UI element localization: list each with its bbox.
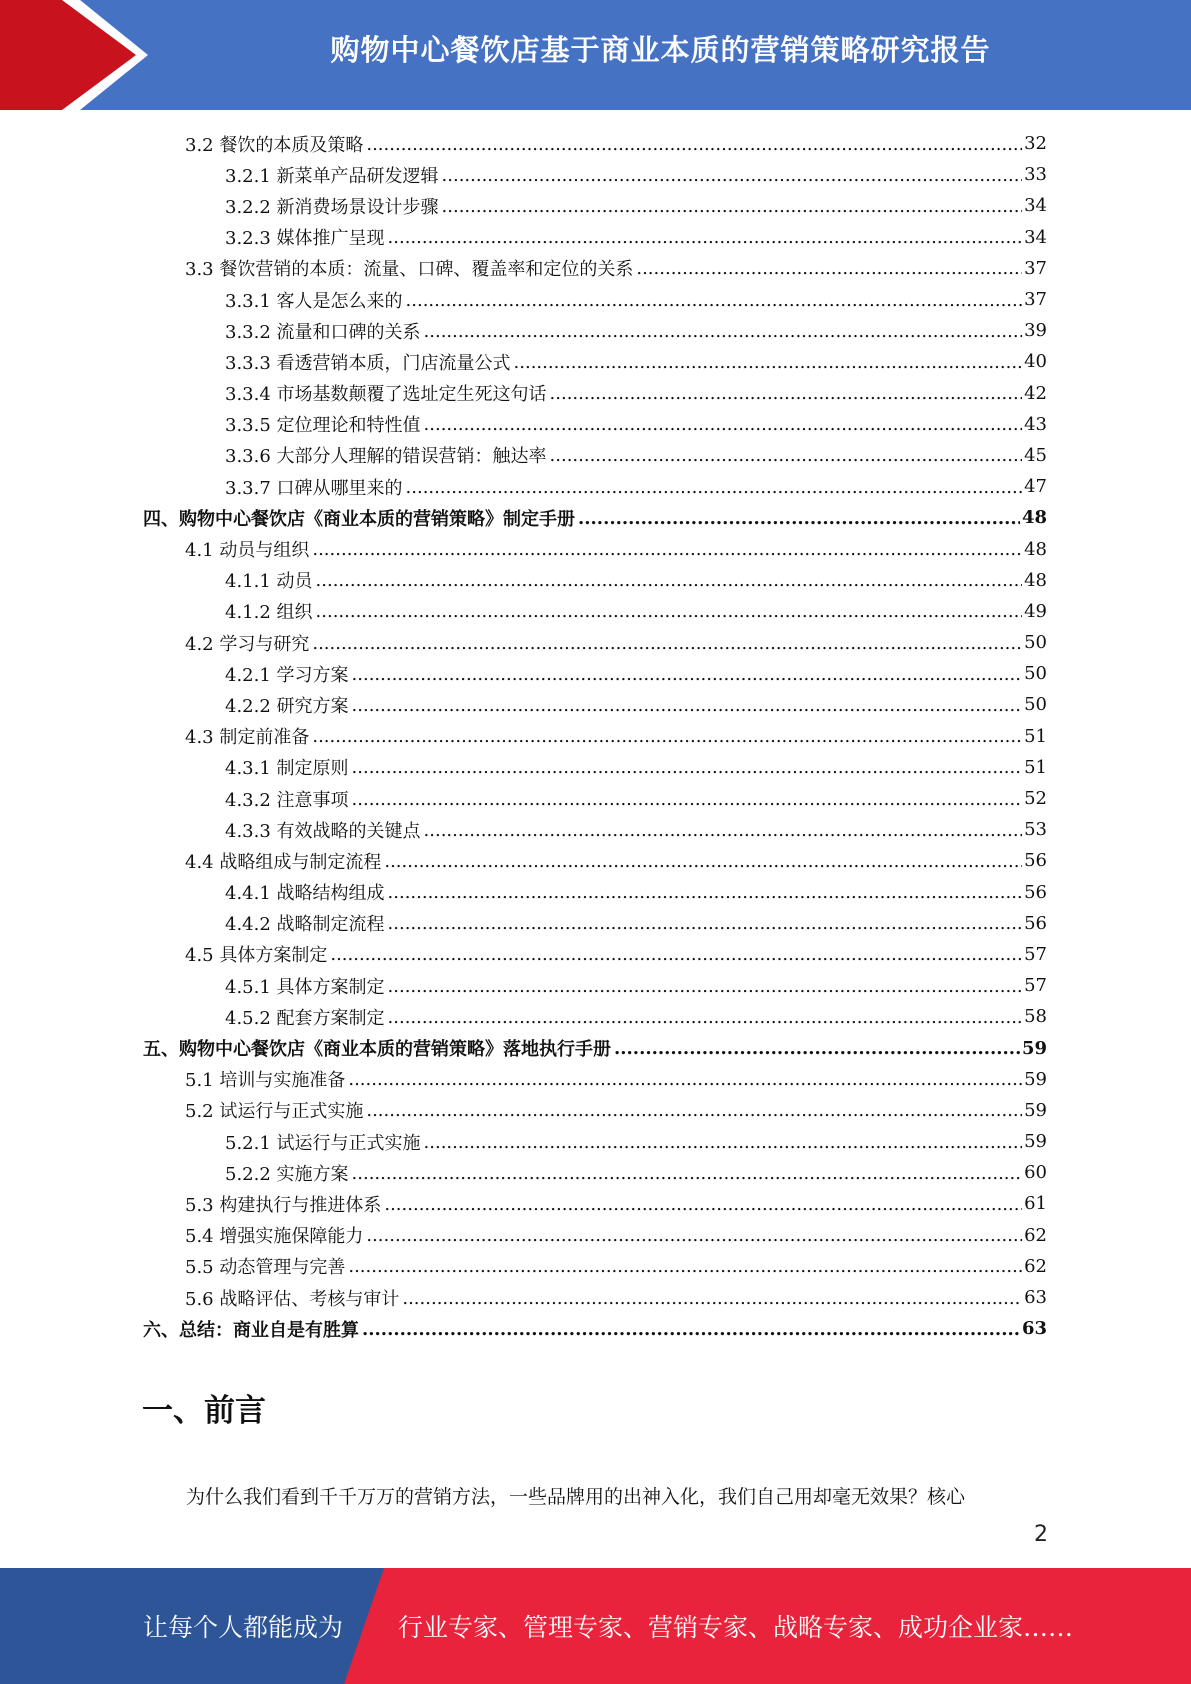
toc-entry-label: 3.3.2 流量和口碑的关系 xyxy=(225,318,424,344)
toc-entry-label: 4.1.2 组织 xyxy=(225,598,316,624)
toc-dot-leader xyxy=(636,257,1022,279)
toc-dot-leader xyxy=(352,788,1023,810)
toc-entry-label: 4.4 战略组成与制定流程 xyxy=(185,848,384,874)
toc-dot-leader xyxy=(366,133,1022,155)
toc-entry[interactable] xyxy=(143,908,1047,939)
toc-entry-page: 59 xyxy=(1024,1068,1047,1090)
toc-entry[interactable] xyxy=(143,128,1047,159)
toc-entry-label: 5.2.2 实施方案 xyxy=(225,1160,352,1186)
toc-entry[interactable] xyxy=(143,565,1047,596)
toc-entry[interactable] xyxy=(143,222,1047,253)
toc-dot-leader xyxy=(424,1131,1023,1153)
toc-entry[interactable] xyxy=(143,689,1047,720)
toc-entry-page: 37 xyxy=(1024,257,1047,279)
toc-entry-label: 3.3 餐饮营销的本质：流量、口碑、覆盖率和定位的关系 xyxy=(185,255,636,281)
toc-entry[interactable] xyxy=(143,627,1047,658)
toc-entry-page: 58 xyxy=(1024,1006,1047,1028)
toc-entry-page: 48 xyxy=(1024,538,1047,560)
toc-dot-leader xyxy=(352,694,1023,716)
toc-entry-label: 4.2 学习与研究 xyxy=(185,630,312,656)
toc-entry[interactable] xyxy=(143,1282,1047,1313)
toc-entry-label: 4.2.2 研究方案 xyxy=(225,692,352,718)
toc-entry-label: 4.3 制定前准备 xyxy=(185,723,312,749)
toc-entry-page: 59 xyxy=(1021,1037,1047,1059)
toc-entry-page: 40 xyxy=(1024,351,1047,373)
toc-dot-leader xyxy=(388,912,1023,934)
toc-entry-label: 4.4.1 战略结构组成 xyxy=(225,879,388,905)
toc-entry-label: 四、购物中心餐饮店《商业本质的营销策略》制定手册 xyxy=(143,505,578,531)
toc-entry[interactable] xyxy=(143,939,1047,970)
toc-entry[interactable] xyxy=(143,970,1047,1001)
toc-entry-label: 3.3.4 市场基数颠覆了选址定生死这句话 xyxy=(225,380,550,406)
toc-dot-leader xyxy=(388,975,1023,997)
table-of-contents xyxy=(143,128,1047,1344)
toc-entry[interactable] xyxy=(143,1220,1047,1251)
toc-entry-page: 62 xyxy=(1024,1255,1047,1277)
toc-entry-page: 57 xyxy=(1024,943,1047,965)
toc-entry[interactable] xyxy=(143,284,1047,315)
toc-dot-leader xyxy=(424,819,1023,841)
toc-entry[interactable] xyxy=(143,378,1047,409)
toc-entry[interactable] xyxy=(143,783,1047,814)
toc-dot-leader xyxy=(316,569,1023,591)
toc-entry[interactable] xyxy=(143,1157,1047,1188)
toc-dot-leader xyxy=(578,507,1020,529)
toc-entry-label: 3.3.5 定位理论和特性值 xyxy=(225,411,424,437)
toc-dot-leader xyxy=(330,943,1022,965)
footer-slogan-left: 让每个人都能成为 xyxy=(143,1613,344,1642)
toc-entry-label: 4.1 动员与组织 xyxy=(185,536,312,562)
toc-entry-label: 3.2 餐饮的本质及策略 xyxy=(185,131,366,157)
page-number: 2 xyxy=(1034,1522,1048,1547)
toc-entry[interactable] xyxy=(143,845,1047,876)
toc-dot-leader xyxy=(352,663,1023,685)
toc-dot-leader xyxy=(362,1318,1020,1340)
toc-entry[interactable] xyxy=(143,253,1047,284)
toc-entry-page: 56 xyxy=(1024,912,1047,934)
toc-entry[interactable] xyxy=(143,877,1047,908)
toc-entry[interactable] xyxy=(143,190,1047,221)
toc-dot-leader xyxy=(366,1099,1022,1121)
toc-entry[interactable] xyxy=(143,159,1047,190)
toc-dot-leader xyxy=(514,351,1023,373)
toc-entry-page: 39 xyxy=(1024,320,1047,342)
toc-entry-label: 4.2.1 学习方案 xyxy=(225,661,352,687)
toc-dot-leader xyxy=(312,538,1022,560)
toc-entry-page: 53 xyxy=(1024,819,1047,841)
footer-banner xyxy=(0,1568,1191,1684)
toc-dot-leader xyxy=(424,320,1023,342)
toc-dot-leader xyxy=(352,1162,1023,1184)
toc-entry-page: 34 xyxy=(1024,195,1047,217)
toc-entry-page: 60 xyxy=(1024,1162,1047,1184)
toc-dot-leader xyxy=(424,413,1023,435)
toc-entry-label: 3.2.1 新菜单产品研发逻辑 xyxy=(225,162,442,188)
toc-entry-label: 3.2.3 媒体推广呈现 xyxy=(225,224,388,250)
toc-entry-label: 4.3.3 有效战略的关键点 xyxy=(225,817,424,843)
toc-entry-label: 六、总结：商业自是有胜算 xyxy=(143,1316,362,1342)
toc-entry-page: 63 xyxy=(1021,1318,1047,1340)
toc-entry[interactable] xyxy=(143,471,1047,502)
toc-entry[interactable] xyxy=(143,596,1047,627)
toc-dot-leader xyxy=(406,476,1023,498)
toc-entry[interactable] xyxy=(143,1251,1047,1282)
toc-dot-leader xyxy=(406,289,1023,311)
toc-entry-page: 59 xyxy=(1024,1099,1047,1121)
toc-entry-label: 3.2.2 新消费场景设计步骤 xyxy=(225,193,442,219)
toc-dot-leader xyxy=(366,1224,1022,1246)
toc-entry[interactable] xyxy=(143,502,1047,533)
toc-dot-leader xyxy=(388,881,1023,903)
toc-entry[interactable] xyxy=(143,1126,1047,1157)
toc-entry[interactable] xyxy=(143,814,1047,845)
toc-entry-label: 5.4 增强实施保障能力 xyxy=(185,1222,366,1248)
toc-entry-label: 3.3.1 客人是怎么来的 xyxy=(225,287,406,313)
toc-dot-leader xyxy=(388,1006,1023,1028)
toc-entry[interactable] xyxy=(143,409,1047,440)
toc-dot-leader xyxy=(388,226,1023,248)
toc-entry-page: 61 xyxy=(1024,1193,1047,1215)
toc-entry[interactable] xyxy=(143,1188,1047,1219)
toc-dot-leader xyxy=(348,1068,1022,1090)
toc-entry[interactable] xyxy=(143,1001,1047,1032)
toc-entry-page: 32 xyxy=(1024,133,1047,155)
toc-dot-leader xyxy=(312,632,1022,654)
toc-entry-page: 63 xyxy=(1024,1287,1047,1309)
toc-entry-label: 5.1 培训与实施准备 xyxy=(185,1066,348,1092)
toc-entry-page: 59 xyxy=(1024,1131,1047,1153)
toc-entry[interactable] xyxy=(143,658,1047,689)
toc-entry-page: 48 xyxy=(1021,507,1047,529)
toc-entry-label: 4.5.1 具体方案制定 xyxy=(225,973,388,999)
toc-entry[interactable] xyxy=(143,721,1047,752)
toc-entry-page: 47 xyxy=(1024,476,1047,498)
toc-entry[interactable] xyxy=(143,1032,1047,1063)
toc-entry-page: 51 xyxy=(1024,725,1047,747)
toc-dot-leader xyxy=(312,725,1022,747)
toc-entry-label: 4.3.2 注意事项 xyxy=(225,786,352,812)
toc-entry-page: 56 xyxy=(1024,881,1047,903)
header-banner xyxy=(0,0,1191,110)
toc-entry[interactable] xyxy=(143,315,1047,346)
toc-entry-page: 43 xyxy=(1024,413,1047,435)
toc-entry-label: 五、购物中心餐饮店《商业本质的营销策略》落地执行手册 xyxy=(143,1035,614,1061)
toc-entry-label: 4.1.1 动员 xyxy=(225,567,316,593)
toc-entry-page: 51 xyxy=(1024,756,1047,778)
toc-dot-leader xyxy=(550,382,1023,404)
toc-entry-label: 5.2.1 试运行与正式实施 xyxy=(225,1129,424,1155)
intro-paragraph: 为什么我们看到千千万万的营销方法，一些品牌用的出神入化，我们自己用却毫无效果？核心 xyxy=(186,1486,966,1508)
toc-entry-label: 3.3.3 看透营销本质，门店流量公式 xyxy=(225,349,514,375)
toc-entry-label: 3.3.7 口碑从哪里来的 xyxy=(225,474,406,500)
toc-entry[interactable] xyxy=(143,440,1047,471)
toc-entry[interactable] xyxy=(143,1064,1047,1095)
toc-dot-leader xyxy=(352,756,1023,778)
toc-entry-label: 3.3.6 大部分人理解的错误营销：触达率 xyxy=(225,442,550,468)
toc-entry-label: 4.3.1 制定原则 xyxy=(225,754,352,780)
toc-entry-page: 50 xyxy=(1024,663,1047,685)
toc-entry-page: 50 xyxy=(1024,694,1047,716)
toc-entry-page: 42 xyxy=(1024,382,1047,404)
toc-dot-leader xyxy=(316,600,1023,622)
toc-entry-page: 52 xyxy=(1024,788,1047,810)
toc-dot-leader xyxy=(402,1287,1022,1309)
toc-entry-page: 62 xyxy=(1024,1224,1047,1246)
toc-dot-leader xyxy=(442,164,1023,186)
toc-dot-leader xyxy=(384,1193,1022,1215)
toc-entry-page: 34 xyxy=(1024,226,1047,248)
toc-entry-label: 5.5 动态管理与完善 xyxy=(185,1253,348,1279)
toc-entry-page: 37 xyxy=(1024,289,1047,311)
toc-dot-leader xyxy=(550,444,1023,466)
toc-entry[interactable] xyxy=(143,752,1047,783)
toc-entry[interactable] xyxy=(143,1095,1047,1126)
toc-entry-label: 5.6 战略评估、考核与审计 xyxy=(185,1285,402,1311)
toc-entry[interactable] xyxy=(143,1313,1047,1344)
toc-entry-label: 4.4.2 战略制定流程 xyxy=(225,910,388,936)
footer-slogan-right: 行业专家、管理专家、营销专家、战略专家、成功企业家…… xyxy=(398,1613,1074,1642)
toc-entry-page: 56 xyxy=(1024,850,1047,872)
toc-entry-page: 48 xyxy=(1024,569,1047,591)
toc-entry-page: 49 xyxy=(1024,600,1047,622)
toc-dot-leader xyxy=(384,850,1022,872)
section-heading: 一、前言 xyxy=(142,1393,266,1429)
toc-dot-leader xyxy=(614,1037,1020,1059)
toc-entry-page: 50 xyxy=(1024,632,1047,654)
toc-entry-label: 4.5 具体方案制定 xyxy=(185,941,330,967)
toc-entry-label: 4.5.2 配套方案制定 xyxy=(225,1004,388,1030)
toc-dot-leader xyxy=(442,195,1023,217)
toc-entry[interactable] xyxy=(143,346,1047,377)
toc-entry-page: 57 xyxy=(1024,975,1047,997)
toc-dot-leader xyxy=(348,1255,1022,1277)
toc-entry-page: 33 xyxy=(1024,164,1047,186)
toc-entry-label: 5.3 构建执行与推进体系 xyxy=(185,1191,384,1217)
toc-entry[interactable] xyxy=(143,533,1047,564)
report-title: 购物中心餐饮店基于商业本质的营销策略研究报告 xyxy=(330,33,991,67)
toc-entry-label: 5.2 试运行与正式实施 xyxy=(185,1097,366,1123)
toc-entry-page: 45 xyxy=(1024,444,1047,466)
